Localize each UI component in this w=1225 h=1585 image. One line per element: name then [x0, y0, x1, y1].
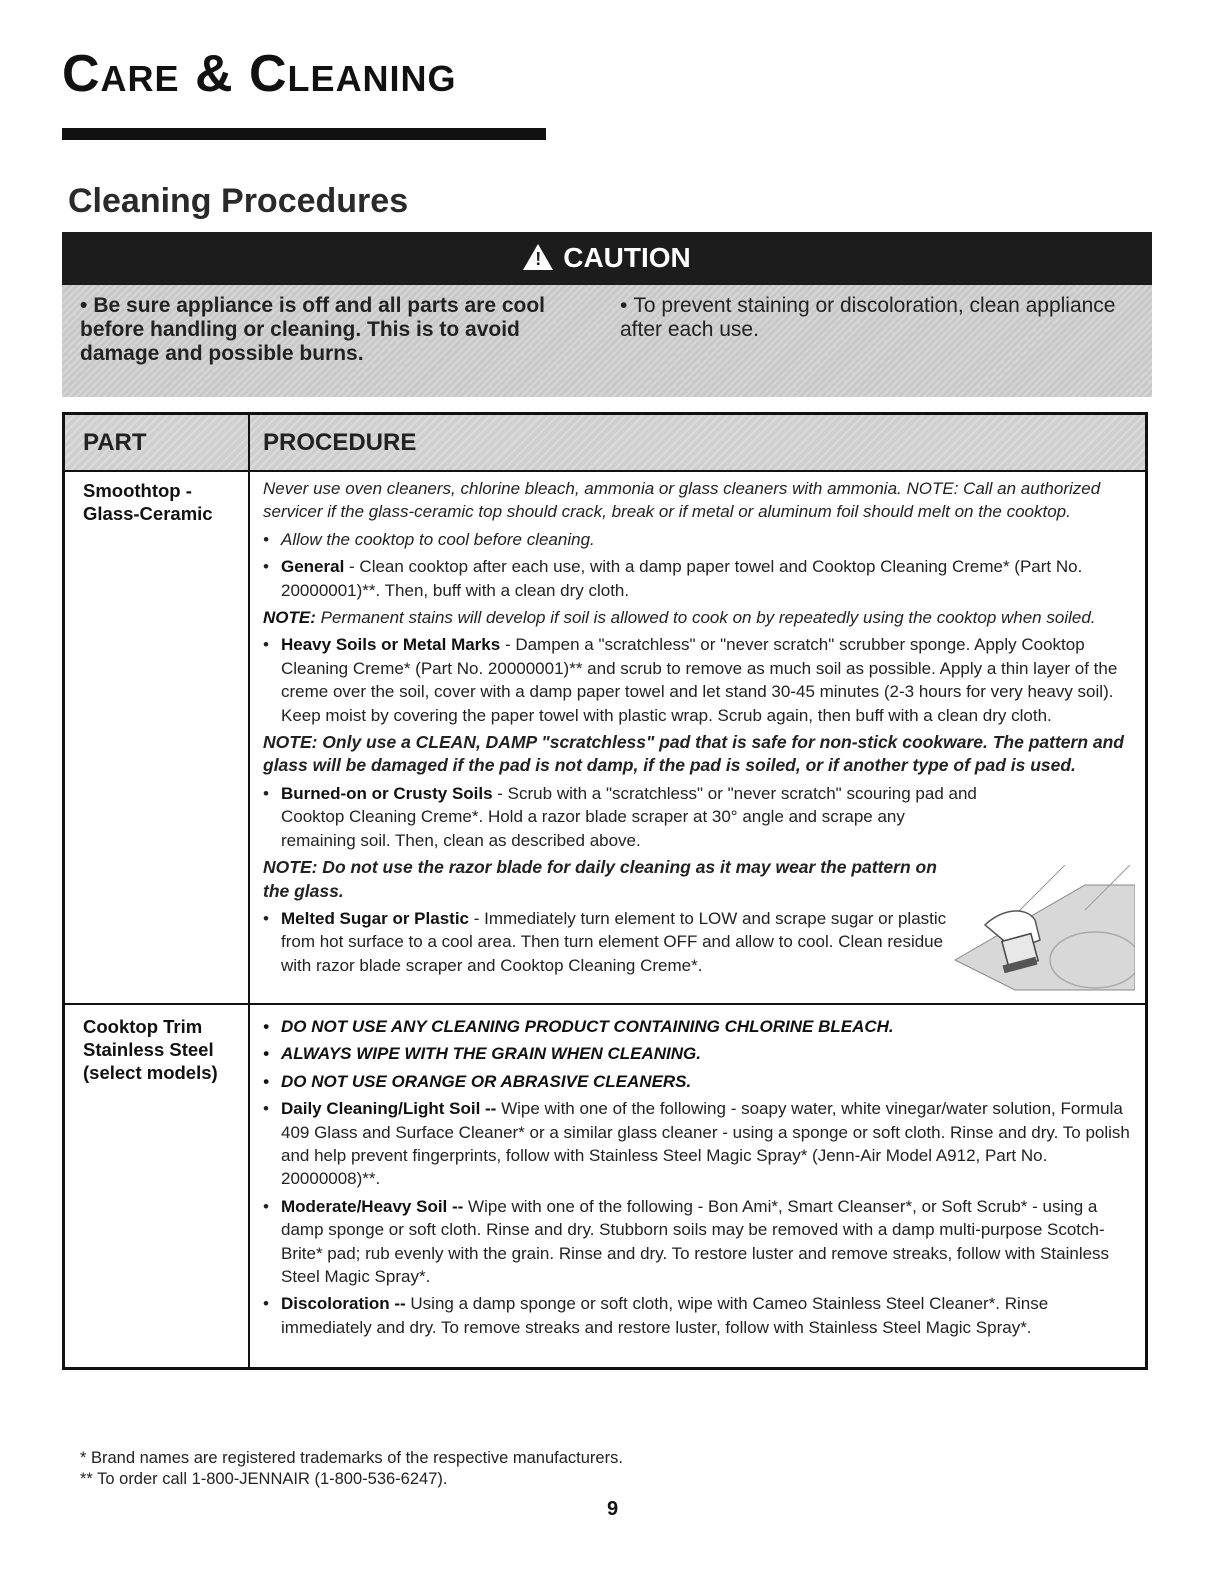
- header-procedure: PROCEDURE: [263, 429, 417, 456]
- list-item: [263, 1097, 1133, 1191]
- bullet: •: [620, 294, 628, 317]
- bullet: •: [80, 294, 88, 317]
- item-heading: Melted Sugar or Plastic: [281, 908, 469, 928]
- razor-scraper-illustration: [945, 865, 1135, 995]
- item-heading: Burned-on or Crusty Soils: [281, 783, 493, 803]
- item-text: - Dampen a "scratchless" or "never scratch" scrubber sponge. Apply Cooktop Cleaning Creme* (Part No. 20000001)** and scrub to remove as much soil as possible. Apply a thin layer of the creme over the soil, cover with a damp paper towel and let stand 30-45 minutes (2-3 hours for very heavy soil). Keep moist by covering the paper towel with plastic wrap. Scrub again, then buff with a clean dry cloth.: [281, 635, 1118, 725]
- cleaning-table: [62, 412, 1148, 1370]
- caution-header-bar: [62, 232, 1152, 285]
- note-text: Permanent stains will develop if soil is allowed to cook on by repeatedly using the cooktop when soiled.: [315, 608, 1096, 628]
- part-line: (select models): [83, 1062, 218, 1083]
- list-item: [263, 1292, 1133, 1339]
- note-paragraph: NOTE: Only use a CLEAN, DAMP "scratchless" pad that is safe for non-stick cookware. The pattern and glass will be damaged if the pad is not damp, if the pad is soiled, or if another type of pad is used.: [263, 732, 1124, 776]
- footnote: ** To order call 1-800-JENNAIR (1-800-536-6247).: [80, 1470, 448, 1488]
- list-item: • DO NOT USE ORANGE OR ABRASIVE CLEANERS.: [263, 1070, 1133, 1093]
- caution-text-left: Be sure appliance is off and all parts are cool before handling or cleaning. This is to avoid damage and possible burns.: [80, 294, 546, 365]
- page-title: Care & Cleaning: [62, 45, 457, 103]
- header-part: PART: [83, 429, 147, 456]
- caution-item-left: [80, 294, 590, 366]
- intro-warning: Never use oven cleaners, chlorine bleach, ammonia or glass cleaners with ammonia. NOTE: Call an authorized servicer if the glass-ceramic top should crack, break or if metal or aluminum foil should melt on the cooktop.: [263, 479, 1101, 522]
- row-divider: [65, 1003, 1145, 1005]
- footnote: * Brand names are registered trademarks of the respective manufacturers.: [80, 1449, 623, 1467]
- page-number: 9: [606, 1498, 619, 1520]
- caution-title: [62, 242, 1152, 274]
- part-cooktop-trim: [83, 1015, 243, 1084]
- list-item: [263, 782, 981, 852]
- table-header: [65, 415, 1145, 472]
- list-item: [263, 907, 961, 977]
- warning-triangle-icon: [523, 244, 553, 270]
- item-text: - Clean cooktop after each use, with a damp paper towel and Cooktop Cleaning Creme* (Part No. 20000001)**. Then, buff with a clean dry cloth.: [281, 557, 1083, 600]
- column-divider: [248, 415, 250, 1367]
- note-label: NOTE:: [263, 608, 316, 628]
- list-item: • DO NOT USE ANY CLEANING PRODUCT CONTAINING CHLORINE BLEACH.: [263, 1015, 1133, 1038]
- caution-box: [62, 232, 1152, 397]
- part-line: Smoothtop -: [83, 480, 192, 501]
- item-text: Using a damp sponge or soft cloth, wipe with Cameo Stainless Steel Cleaner*. Rinse immediately and dry. To remove streaks and restore luster, follow with Stainless Steel Magic Spray*.: [281, 1294, 1049, 1337]
- part-line: Glass-Ceramic: [83, 503, 213, 524]
- procedure-cooktop-trim: [263, 1015, 1133, 1343]
- title-underline: [62, 128, 546, 140]
- note-paragraph: [263, 606, 1133, 629]
- item-heading: Moderate/Heavy Soil --: [281, 1196, 464, 1216]
- item-heading: Daily Cleaning/Light Soil --: [281, 1099, 497, 1119]
- caution-text-right: To prevent staining or discoloration, clean appliance after each use.: [620, 294, 1116, 341]
- caution-label: CAUTION: [563, 242, 691, 273]
- part-smoothtop: [83, 479, 243, 525]
- part-line: Stainless Steel: [83, 1039, 214, 1060]
- list-item: • Allow the cooktop to cool before cleaning.: [263, 528, 1133, 551]
- note-paragraph: NOTE: Do not use the razor blade for daily cleaning as it may wear the pattern on the glass.: [263, 857, 937, 901]
- item-heading: Heavy Soils or Metal Marks: [281, 635, 501, 655]
- item-text: - Scrub with a "scratchless" or "never scratch" scouring pad and Cooktop Cleaning Creme*. Hold a razor blade scraper at 30° angle and scrape any remaining soil. Then, clean as described above.: [281, 783, 977, 850]
- item-text: Wipe with one of the following - soapy water, white vinegar/water solution, Formula 409 Glass and Surface Cleaner* or a similar glass cleaner - using a sponge or soft cloth. Rinse and dry. To polish and help prevent fingerprints, follow with Stainless Steel Magic Spray* (Jenn-Air Model A912, Part No. 20000008)**.: [281, 1099, 1130, 1189]
- footnotes: [80, 1448, 623, 1490]
- list-item: [263, 1195, 1133, 1289]
- section-heading: Cleaning Procedures: [68, 182, 409, 220]
- item-text: - Immediately turn element to LOW and scrape sugar or plastic from hot surface to a cool area. Then turn element OFF and allow to cool. Clean residue with razor blade scraper and Cooktop Cleaning Creme*.: [281, 908, 947, 975]
- caution-item-right: [620, 294, 1140, 342]
- list-item: [263, 555, 1133, 602]
- item-heading: General: [281, 557, 345, 577]
- item-heading: Discoloration --: [281, 1294, 406, 1314]
- part-line: Cooktop Trim: [83, 1016, 203, 1037]
- list-item: [263, 633, 1133, 727]
- item-text: Wipe with one of the following - Bon Ami*, Smart Cleanser*, or Soft Scrub* - using a damp sponge or soft cloth. Rinse and dry. Stubborn soils may be removed with a damp multi-purpose Scotch-Brite* pad; rub evenly with the grain. Rinse and dry. To restore luster and remove streaks, follow with Stainless Steel Magic Spray*.: [281, 1196, 1110, 1287]
- list-item: • ALWAYS WIPE WITH THE GRAIN WHEN CLEANING.: [263, 1042, 1133, 1065]
